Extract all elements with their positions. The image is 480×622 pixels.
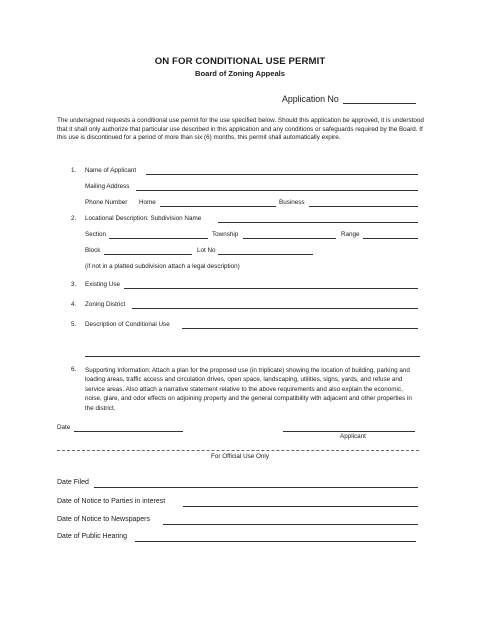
business-label: Business xyxy=(279,199,305,206)
block-field[interactable] xyxy=(104,254,192,255)
public-hearing-field[interactable] xyxy=(135,541,416,542)
section-label: Section xyxy=(85,231,107,238)
notice-parties-label: Date of Notice to Parties in interest xyxy=(57,498,166,505)
application-no-field[interactable] xyxy=(343,103,416,104)
existing-use-field[interactable] xyxy=(124,288,418,289)
mailing-address-label: Mailing Address xyxy=(85,183,130,190)
form-title: ON FOR CONDITIONAL USE PERMIT xyxy=(154,56,326,67)
zoning-district-label: Zoning District xyxy=(85,301,126,308)
lot-no-label: Lot No xyxy=(197,247,216,254)
item-number-4: 4. xyxy=(71,301,77,308)
home-label: Home xyxy=(139,199,156,206)
description-conditional-use-label: Description of Conditional Use xyxy=(85,321,170,328)
item-number-6: 6. xyxy=(71,366,77,373)
range-field[interactable] xyxy=(363,238,418,239)
block-label: Block xyxy=(85,247,101,254)
official-use-heading: For Official Use Only xyxy=(211,453,269,460)
existing-use-label: Existing Use xyxy=(85,281,120,288)
notice-newspapers-label: Date of Notice to Newspapers xyxy=(57,516,150,523)
lot-no-field[interactable] xyxy=(218,254,313,255)
official-use-divider xyxy=(57,450,419,451)
business-phone-field[interactable] xyxy=(309,206,418,207)
form-subtitle: Board of Zoning Appeals xyxy=(195,69,285,78)
township-label: Township xyxy=(212,231,239,238)
notice-parties-field[interactable] xyxy=(183,506,418,507)
zoning-district-field[interactable] xyxy=(132,308,418,309)
phone-number-label: Phone Number xyxy=(85,199,128,206)
home-phone-field[interactable] xyxy=(160,206,276,207)
supporting-information-text: Supporting Information: Attach a plan for the proposed use (in triplicate) showing the location of building, parking and loading areas, traffic access and circulation drives, open space, landscaping, utilities, signs, yards, and refuse and service areas. Also attach a narrative statement relative to the above requirements and also explain the economic, noise, glare, and odor effects on adjoining property and the general compatibility with adjacent and other properties in the district. xyxy=(85,367,412,412)
platted-note: (if not in a platted subdivision attach a legal description) xyxy=(85,263,240,270)
signature-date-label: Date xyxy=(57,424,71,431)
range-label: Range xyxy=(341,231,360,238)
signature-date-field[interactable] xyxy=(74,431,183,432)
description-conditional-use-field-line2[interactable] xyxy=(85,356,420,357)
applicant-label: Applicant xyxy=(340,433,366,440)
name-of-applicant-label: Name of Applicant xyxy=(85,167,137,174)
township-field[interactable] xyxy=(243,238,336,239)
date-filed-label: Date Filed xyxy=(57,479,89,486)
intro-paragraph: The undersigned requests a conditional use permit for the use specified below. Should this application be approved, it is understood that it shall only authorize that particular use described in this application and any conditions or safeguards required by the Board. If this use is discontinued for a period of more than six (6) months, this permit shall automatically expire. xyxy=(57,117,424,142)
item-number-1: 1. xyxy=(71,167,77,174)
applicant-signature-field[interactable] xyxy=(283,431,415,432)
item-number-2: 2. xyxy=(71,215,77,222)
description-conditional-use-field[interactable] xyxy=(182,328,418,329)
item-number-3: 3. xyxy=(71,281,77,288)
item-number-5: 5. xyxy=(71,321,77,328)
mailing-address-field[interactable] xyxy=(136,190,418,191)
notice-newspapers-field[interactable] xyxy=(163,524,418,525)
locational-description-label: Locational Description: Subdivision Name xyxy=(85,215,202,222)
name-of-applicant-field[interactable] xyxy=(146,174,418,175)
subdivision-name-field[interactable] xyxy=(218,222,418,223)
public-hearing-label: Date of Public Hearing xyxy=(57,533,128,540)
date-filed-field[interactable] xyxy=(94,487,418,488)
section-field[interactable] xyxy=(109,238,208,239)
application-no-label: Application No xyxy=(282,94,339,104)
